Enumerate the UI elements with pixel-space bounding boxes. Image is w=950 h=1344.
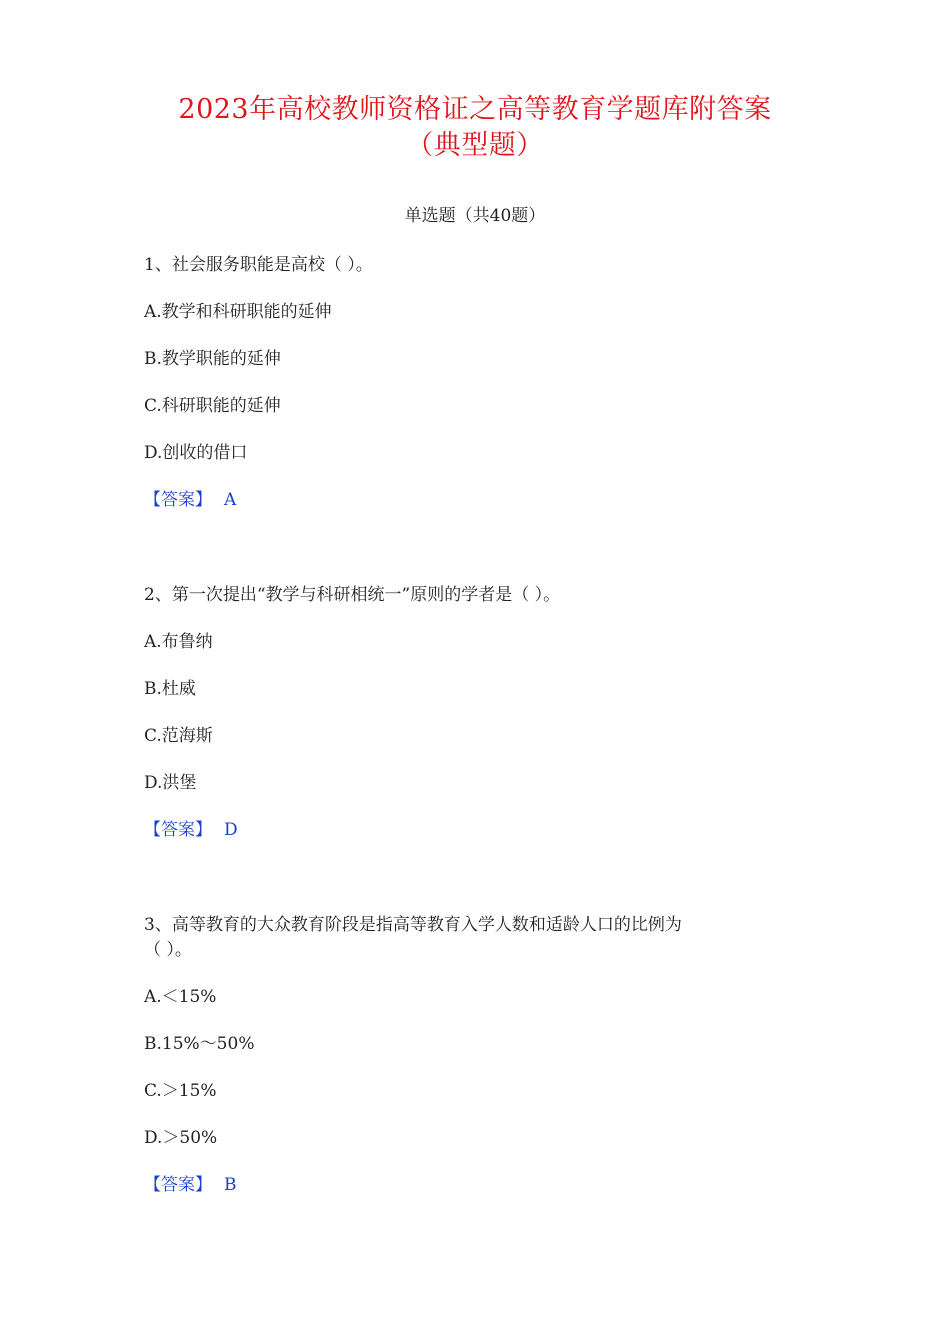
question-2-option-d: D.洪堡 [144, 773, 197, 793]
question-3-option-a: A.＜15% [144, 987, 217, 1007]
section-heading: 单选题（共40题） [404, 206, 546, 226]
question-1-stem: 1、社会服务职能是高校（ ）。 [144, 255, 373, 275]
question-3-stem-line-2: （ ）。 [144, 940, 192, 960]
answer-label: 【答案】 [144, 820, 212, 840]
question-3-stem-line-1: 3、高等教育的大众教育阶段是指高等教育入学人数和适龄人口的比例为 [144, 915, 682, 935]
question-2-stem: 2、第一次提出“教学与科研相统一”原则的学者是（ ）。 [144, 585, 561, 605]
question-2-option-b: B.杜威 [144, 679, 196, 699]
question-2-option-c: C.范海斯 [144, 726, 213, 746]
question-2-answer [144, 818, 238, 842]
question-3-option-c: C.＞15% [144, 1081, 217, 1101]
question-2-option-a: A.布鲁纳 [144, 632, 213, 652]
question-3-answer [144, 1173, 237, 1197]
answer-label: 【答案】 [144, 490, 212, 510]
question-1-option-c: C.科研职能的延伸 [144, 396, 281, 416]
answer-value: D [224, 820, 238, 840]
question-3-option-b: B.15%～50% [144, 1034, 255, 1054]
document-title-line-2: （典型题） [406, 130, 544, 161]
answer-value: B [224, 1175, 237, 1195]
answer-label: 【答案】 [144, 1175, 212, 1195]
question-1-option-b: B.教学职能的延伸 [144, 349, 281, 369]
question-1-option-d: D.创收的借口 [144, 443, 248, 463]
document-title-line-1: 2023年高校教师资格证之高等教育学题库附答案 [178, 94, 772, 125]
question-3-option-d: D.＞50% [144, 1128, 218, 1148]
question-1-option-a: A.教学和科研职能的延伸 [144, 302, 332, 322]
answer-value: A [224, 490, 237, 510]
question-1-answer [144, 488, 236, 512]
